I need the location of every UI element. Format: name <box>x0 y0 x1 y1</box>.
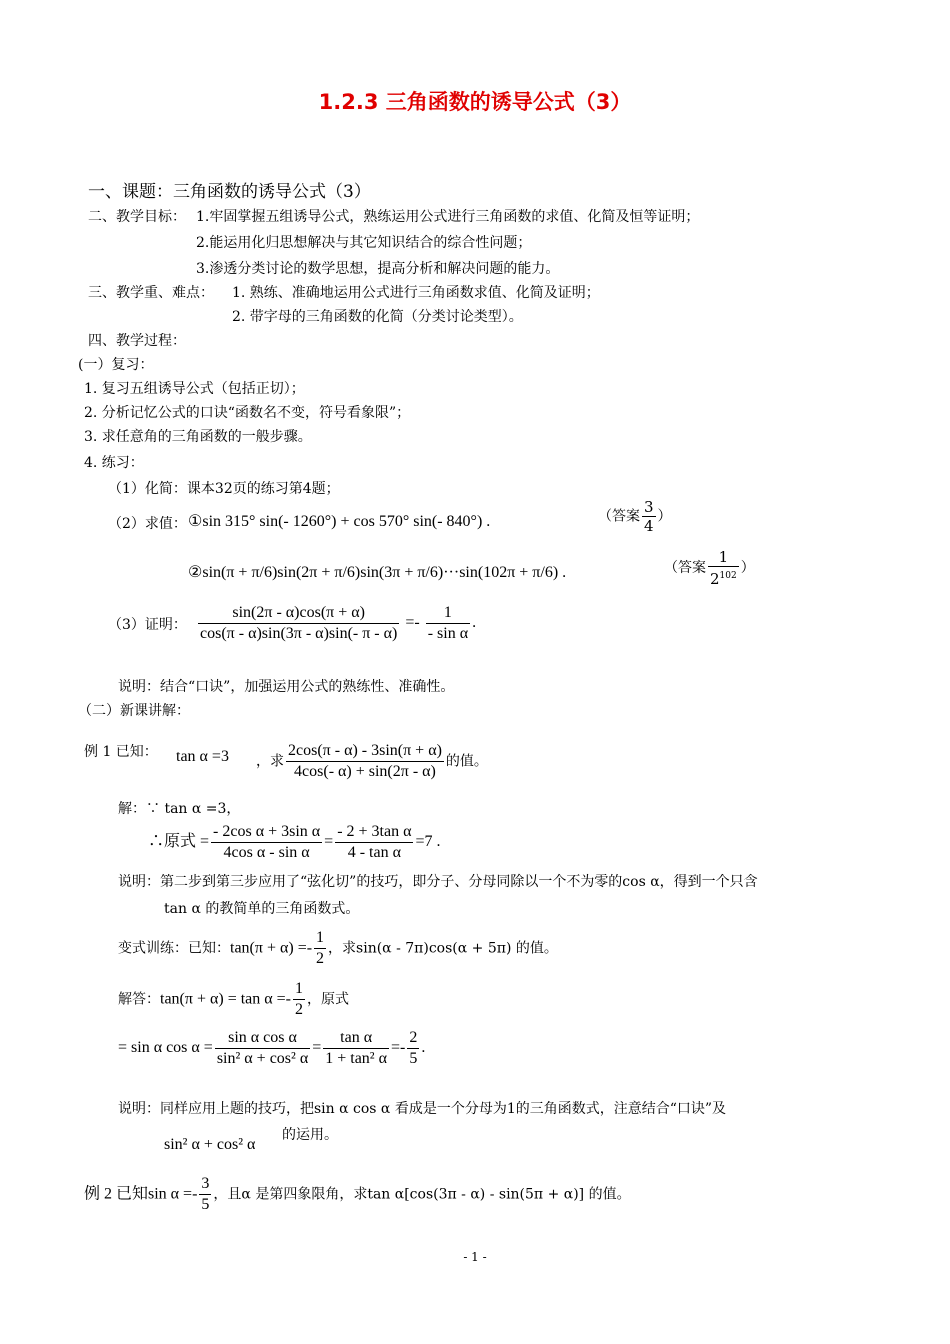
exercise-3-label: （3）证明： <box>108 617 187 633</box>
result-numerator: 1 <box>426 603 470 624</box>
derivation-equals: =- <box>390 1039 406 1057</box>
example-2 <box>84 1174 631 1215</box>
goal-item: 3.渗透分类讨论的数学思想，提高分析和解决问题的能力。 <box>196 261 560 277</box>
variant-note-expression: sin² α + cos² α <box>164 1136 256 1153</box>
document-title: 1.2.3 三角函数的诱导公式（3） <box>318 90 632 114</box>
variant-lead: 变式训练：已知： <box>118 940 230 957</box>
answer-fraction <box>293 979 305 1020</box>
example-2-fraction <box>199 1174 211 1215</box>
exercise-2a-expression: ①sin 315° sin(- 1260°) + cos 570° sin(- 840°) . <box>188 513 491 530</box>
goal-item: 1.牢固掌握五组诱导公式，熟练运用公式进行三角函数的求值、化简及恒等证明； <box>196 209 700 225</box>
review-item: 3. 求任意角的三角函数的一般步骤。 <box>84 429 312 445</box>
solution-result: =7 . <box>415 833 441 851</box>
answer-lead: 解答： <box>118 991 160 1008</box>
example-2-numerator: 3 <box>199 1174 211 1195</box>
solution-prefix: ∴原式 = <box>148 833 210 851</box>
solution-fraction-1 <box>211 822 322 863</box>
keypoints-label: 三、教学重、难点： <box>88 285 214 301</box>
exercise-3-proof: $\frac{\sin(2\pi - \alpha)\cos(\pi + \alpha)}{\cos(\pi - \alpha)\sin(3\pi - \alpha)\sin(- \pi - \alpha)}$ =- $\frac{1}{\text{- sin α}}$ . <box>200 604 477 642</box>
example-1-note-continued: tan α 的教简单的三角函数式。 <box>164 901 360 917</box>
answer-numerator: 3 <box>644 498 654 516</box>
proof-fraction <box>198 603 399 644</box>
example-1-note: 说明：第二步到第三步应用了“弦化切”的技巧，即分子、分母同除以一个不为零的cos α，得到一个只含 <box>118 874 758 890</box>
derivation-1-numerator: sin α cos α <box>215 1028 310 1049</box>
answer-tail: ，原式 <box>307 991 349 1008</box>
newlesson-label: （二）新课讲解： <box>78 703 190 719</box>
derivation-fraction-2 <box>323 1028 389 1069</box>
example-1-fraction <box>286 741 444 782</box>
page-number: - 1 - <box>463 1250 487 1264</box>
variant-note: 说明：同样应用上题的技巧，把sin α cos α 看成是一个分母为1的三角函数式，注意结合“口诀”及 <box>118 1101 727 1117</box>
derivation-fraction-3 <box>407 1028 419 1069</box>
example-1-solution-line: ∴原式 = $\frac{\text{- 2cos α + 3sin α}}{\text{4cos α - sin α}}$ = $\frac{\text{- 2 + 3tan α}}{\text{4 - tan α}}$ =7 . <box>148 823 441 861</box>
exercise-1: （1）化简：课本32页的练习第4题； <box>108 481 340 497</box>
variant-derivation: = sin α cos α = $\frac{\text{sin α cos α}}{\text{sin² α + cos² α}}$ = $\frac{\text{tan α}}{\text{1 + tan² α}}$ =- $\frac{2}{5}$ . <box>118 1029 426 1067</box>
derivation-2-numerator: tan α <box>323 1028 389 1049</box>
variant-fraction <box>314 928 326 969</box>
derivation-3-numerator: 2 <box>407 1028 419 1049</box>
answer-expression: tan(π + α) = tan α =- <box>160 990 291 1008</box>
derivation-fraction-1 <box>215 1028 310 1069</box>
example-2-denominator: 5 <box>201 1196 210 1213</box>
example-1-lead: 例 1 已知： <box>84 744 158 760</box>
variant-numerator: 1 <box>314 928 326 949</box>
topic-line: 一、课题：三角函数的诱导公式（3） <box>88 182 371 202</box>
solution-fraction-2 <box>335 822 413 863</box>
exercise-2b-answer <box>664 548 755 588</box>
fraction-1-denominator: 4cos α - sin α <box>223 844 310 861</box>
keypoint-item: 1. 熟练、准确地运用公式进行三角函数求值、化简及证明； <box>232 285 600 301</box>
result-denominator: - sin α <box>427 625 469 642</box>
derivation-prefix: = sin α cos α = <box>118 1039 213 1057</box>
variant-note-tail: 的运用。 <box>282 1127 338 1143</box>
variant-tail: ，求sin(α - 7π)cos(α + 5π) 的值。 <box>328 940 558 957</box>
derivation-end: . <box>421 1039 426 1057</box>
exercise-2a-answer <box>598 498 672 535</box>
exercise-2b-expression: ②sin(π + π/6)sin(2π + π/6)sin(3π + π/6)···sin(102π + π/6) . <box>188 564 567 581</box>
example-1-solution-lead: 解：∵ tan α =3， <box>118 801 241 817</box>
process-label: 四、教学过程： <box>88 333 186 349</box>
answer-prefix: （答案 <box>664 560 706 576</box>
answer-numerator: 1 <box>708 548 739 567</box>
answer-fraction <box>642 498 656 535</box>
review-item: 4. 练习： <box>84 455 144 471</box>
keypoint-item: 2. 带字母的三角函数的化简（分类讨论类型）。 <box>232 309 523 325</box>
answer-prefix: （答案 <box>598 508 640 525</box>
variant-denominator: 2 <box>316 950 325 967</box>
derivation-2-denominator: 1 + tan² α <box>325 1050 387 1067</box>
fraction-2-numerator: - 2 + 3tan α <box>335 822 413 843</box>
answer-denominator-exponent: 102 <box>719 571 737 581</box>
tail-text: 的值。 <box>445 753 488 770</box>
answer-denominator: 4 <box>644 517 654 535</box>
example-1-question <box>256 741 488 782</box>
answer-fraction <box>708 548 739 588</box>
proof-equals: =- <box>405 614 420 632</box>
exercise-note: 说明：结合“口诀”，加强运用公式的熟练性、准确性。 <box>118 679 455 695</box>
proof-denominator: cos(π - α)sin(3π - α)sin(- π - α) <box>200 625 398 642</box>
goal-item: 2.能运用化归思想解决与其它知识结合的综合性问题； <box>196 235 532 251</box>
answer-numerator: 1 <box>293 979 305 1000</box>
proof-numerator: sin(2π - α)cos(π + α) <box>198 603 399 624</box>
variant-expression: tan(π + α) =- <box>230 939 313 957</box>
example-1-given: tan α =3 <box>176 748 229 765</box>
answer-denominator-base: 2 <box>710 570 720 588</box>
derivation-1-denominator: sin² α + cos² α <box>216 1050 309 1067</box>
variant-answer <box>118 979 349 1020</box>
example-2-tail: ，且α 是第四象限角，求tan α[cos(3π - α) - sin(5π + α)] 的值。 <box>213 1186 631 1203</box>
proof-result-fraction <box>426 603 470 644</box>
ask-text: ，求 <box>256 753 284 770</box>
answer-suffix: ） <box>657 508 672 525</box>
derivation-3-denominator: 5 <box>409 1050 418 1067</box>
review-label: (一）复习： <box>78 357 154 373</box>
example-1-denominator: 4cos(- α) + sin(2π - α) <box>294 763 436 780</box>
goals-label: 二、教学目标： <box>88 209 186 225</box>
variant-question <box>118 928 558 969</box>
exercise-2-label: （2）求值： <box>108 516 187 532</box>
review-item: 1. 复习五组诱导公式（包括正切）； <box>84 381 305 397</box>
fraction-2-denominator: 4 - tan α <box>347 844 401 861</box>
answer-denominator: 2 <box>295 1001 303 1018</box>
fraction-1-numerator: - 2cos α + 3sin α <box>211 822 322 843</box>
example-1-numerator: 2cos(π - α) - 3sin(π + α) <box>286 741 444 762</box>
answer-suffix: ） <box>740 560 755 576</box>
example-2-lead: 例 2 已知sin α =- <box>84 1185 198 1203</box>
review-item: 2. 分析记忆公式的口诀“函数名不变，符号看象限”； <box>84 405 411 421</box>
